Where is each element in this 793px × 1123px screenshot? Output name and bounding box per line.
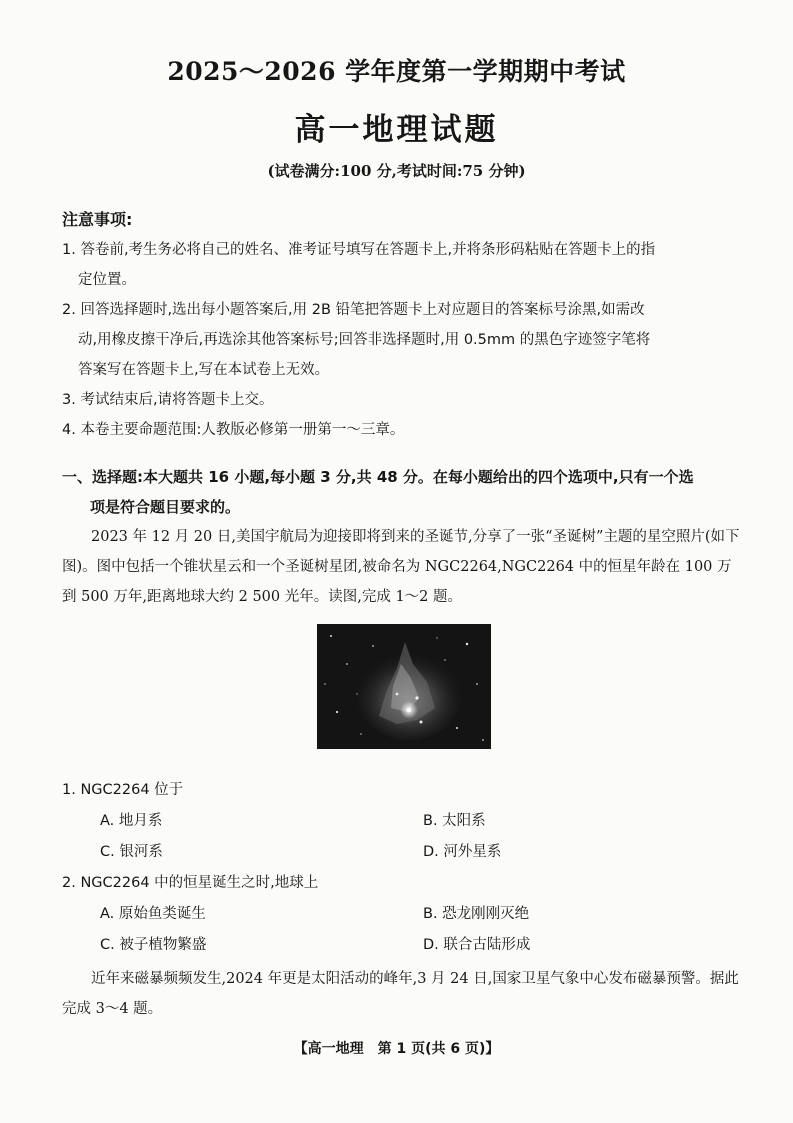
note-item-2 (62, 295, 742, 385)
note-item-2-line1: 2. 回答选择题时,选出每小题答案后,用 2B 铅笔把答题卡上对应题目的答案标号涂黑,如需改 (62, 302, 645, 318)
nebula-photo (317, 624, 491, 749)
section-1-line2: 项是符合题目要求的。 (90, 498, 241, 516)
section-1-line1: 一、选择题:本大题共 16 小题,每小题 3 分,共 48 分。在每小题给出的四个选项中,只有一个选 (62, 468, 694, 486)
question-1-option-c[interactable]: C. 银河系 (100, 844, 163, 860)
note-item-4-line1: 4. 本卷主要命题范围:人教版必修第一册第一～三章。 (62, 422, 405, 438)
passage-1: 2023 年 12 月 20 日,美国宇航局为迎接即将到来的圣诞节,分享了一张“圣诞树”主题的星空照片(如下图)。图中包括一个锥状星云和一个圣诞树星团,被命名为 NGC2264,NGC2264 中的恒星年龄在 100 万到 500 万年,距离地球大约 2 500 光年。读图,完成 1～2 题。 (62, 529, 740, 605)
note-item-3-line1: 3. 考试结束后,请将答题卡上交。 (62, 392, 274, 408)
exam-title: 2025～2026 学年度第一学期期中考试 (167, 57, 626, 86)
question-2-option-d[interactable]: D. 联合古陆形成 (423, 937, 531, 953)
question-1-option-d[interactable]: D. 河外星系 (423, 844, 502, 860)
question-2-stem: 2. NGC2264 中的恒星诞生之时,地球上 (62, 875, 319, 891)
note-item-2-line3: 答案写在答题卡上,写在本试卷上无效。 (78, 362, 330, 378)
page-footer: 【高一地理 第 1 页(共 6 页)】 (293, 1041, 500, 1057)
note-item-1 (62, 235, 742, 295)
question-1-option-a[interactable]: A. 地月系 (100, 813, 163, 829)
note-item-2-line2: 动,用橡皮擦干净后,再选涂其他答案标号;回答非选择题时,用 0.5mm 的黑色字迹签字笔将 (78, 332, 651, 348)
notes-heading: 注意事项: (62, 210, 133, 229)
exam-info: (试卷满分:100 分,考试时间:75 分钟) (267, 162, 526, 180)
passage-2: 近年来磁暴频频发生,2024 年更是太阳活动的峰年,3 月 24 日,国家卫星气象中心发布磁暴预警。据此完成 3～4 题。 (62, 971, 739, 1017)
question-1-stem: 1. NGC2264 位于 (62, 782, 184, 798)
question-1-option-b[interactable]: B. 太阳系 (423, 813, 486, 829)
question-2-option-a[interactable]: A. 原始鱼类诞生 (100, 906, 206, 922)
subject-title: 高一地理试题 (294, 112, 499, 148)
question-2-option-b[interactable]: B. 恐龙刚刚灭绝 (423, 906, 530, 922)
question-2-option-c[interactable]: C. 被子植物繁盛 (100, 937, 207, 953)
note-item-3 (62, 385, 742, 415)
nebula-illustration (317, 624, 491, 749)
note-item-1-line2: 定位置。 (78, 272, 136, 288)
note-item-1-line1: 1. 答卷前,考生务必将自己的姓名、准考证号填写在答题卡上,并将条形码粘贴在答题卡上的指 (62, 242, 656, 258)
note-item-4 (62, 415, 742, 445)
section-1-heading (62, 462, 752, 522)
